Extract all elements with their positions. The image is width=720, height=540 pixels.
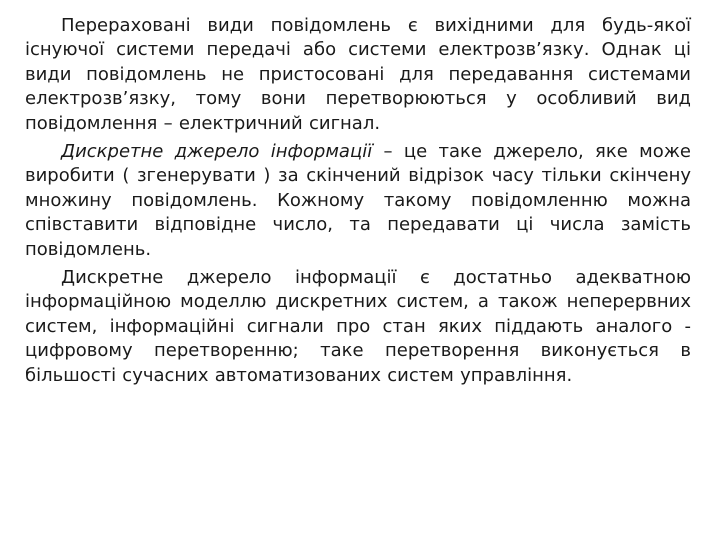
paragraph-discrete-source-definition	[25, 140, 691, 262]
paragraph-message-types	[25, 14, 691, 136]
paragraph-text: – це таке джерело, яке може виробити ( згенерувати ) за скінчений відрізок часу тільки скінчену множину повідомлень. Кожному такому повідомленню можна співставити відповідне число, та передавати ці числа замість повідомлень.	[25, 141, 692, 260]
paragraph-discrete-source-model	[25, 266, 691, 388]
defined-term: Дискретне джерело інформації	[61, 141, 373, 163]
paragraph-text: Перераховані види повідомлень є вихідними для будь-якої існуючої системи передачі або системи електрозв’язку. Однак ці види повідомлень не пристосовані для передавання системами електрозв’язку, тому вони перетворюються у особливий вид повідомлення – електричний сигнал.	[25, 15, 691, 134]
paragraph-text: Дискретне джерело інформації є достатньо адекватною інформаційною моделлю дискретних систем, а також неперервних систем, інформаційні сигнали про стан яких піддають аналого - цифровому перетворенню; таке перетворення виконується в більшості сучасних автоматизованих систем управління.	[25, 267, 691, 386]
document-page	[25, 14, 691, 388]
